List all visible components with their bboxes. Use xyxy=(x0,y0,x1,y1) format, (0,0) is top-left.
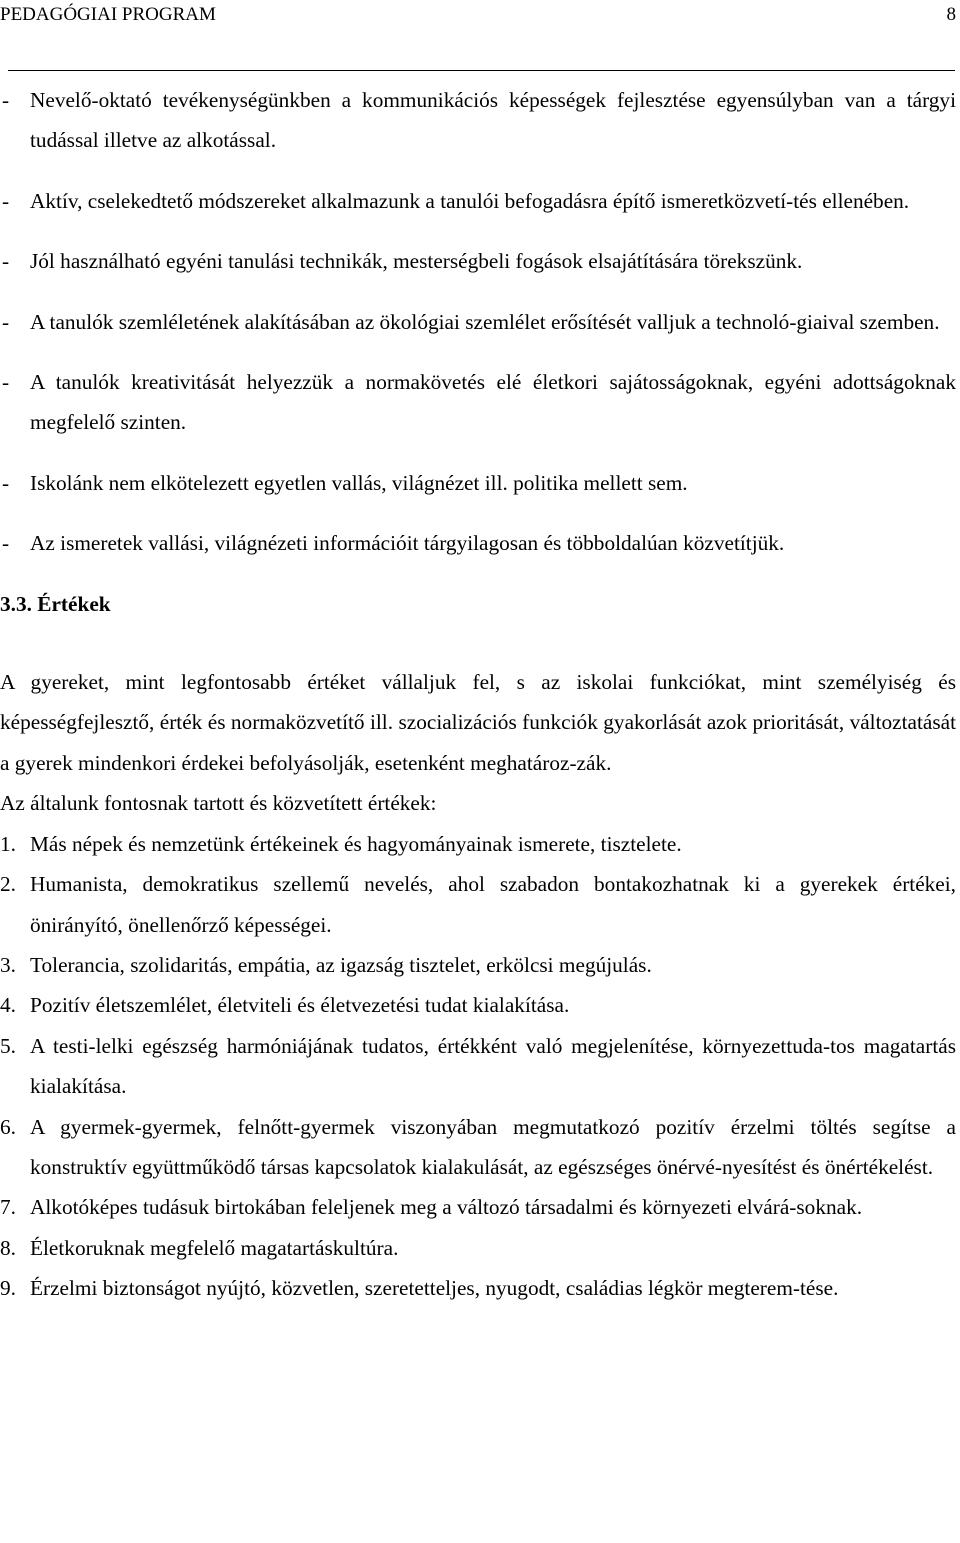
value-text: Tolerancia, szolidaritás, empátia, az igazság tisztelet, erkölcsi megújulás. xyxy=(30,952,652,977)
value-text: Alkotóképes tudásuk birtokában feleljenek meg a változó társadalmi és környezeti elvárá-soknak. xyxy=(30,1195,863,1220)
bullet-marker: - xyxy=(2,531,10,556)
value-text: Érzelmi biztonságot nyújtó, közvetlen, szeretetteljes, nyugodt, családias légkör megterem-tése. xyxy=(30,1276,839,1301)
bullet-marker: - xyxy=(2,309,10,334)
bullet-text: Jól használható egyéni tanulási technikák, mesterségbeli fogások elsajátítására törekszünk. xyxy=(30,249,803,274)
page-number: 8 xyxy=(946,4,956,25)
bullet-item xyxy=(0,80,956,161)
value-number: 8. xyxy=(0,1235,16,1260)
bullet-marker: - xyxy=(2,470,10,495)
bullet-text: Nevelő-oktató tevékenységünkben a kommunikációs képességek fejlesztése egyensúlyban van a tárgyi tudással illetve az alkotással. xyxy=(30,88,956,153)
values-intro: Az általunk fontosnak tartott és közvetített értékek: xyxy=(0,791,437,816)
value-item xyxy=(0,1107,956,1188)
value-item xyxy=(0,985,956,1025)
value-number: 3. xyxy=(0,952,16,977)
bullet-item xyxy=(0,362,956,443)
bullet-marker: - xyxy=(2,370,10,395)
bullet-item xyxy=(0,241,956,281)
bullet-marker: - xyxy=(2,188,10,213)
value-number: 2. xyxy=(0,872,16,897)
section-heading: 3.3. Értékek xyxy=(0,591,111,616)
value-text: Más népek és nemzetünk értékeinek és hagyományainak ismerete, tisztelete. xyxy=(30,831,682,856)
value-item xyxy=(0,1187,956,1227)
bullet-item xyxy=(0,302,956,342)
bullet-item xyxy=(0,181,956,221)
value-number: 7. xyxy=(0,1195,16,1220)
value-text: Életkoruknak megfelelő magatartáskultúra. xyxy=(30,1235,399,1260)
value-number: 6. xyxy=(0,1114,16,1139)
bullet-text: A tanulók kreativitását helyezzük a normakövetés elé életkori sajátosságoknak, egyéni adottságoknak megfelelő szinten. xyxy=(30,370,956,435)
value-text: Humanista, demokratikus szellemű nevelés, ahol szabadon bontakozhatnak ki a gyerekek értékei, önirányító, önellenőrző képességei. xyxy=(30,872,956,937)
bullet-marker: - xyxy=(2,88,10,112)
value-item xyxy=(0,1026,956,1107)
bullet-item xyxy=(0,523,956,563)
value-number: 5. xyxy=(0,1033,16,1058)
value-number: 4. xyxy=(0,993,16,1018)
value-item xyxy=(0,945,956,985)
section-paragraph: A gyereket, mint legfontosabb értéket vállaljuk fel, s az iskolai funkciókat, mint személyiség és képességfejlesztő, érték és normaközvetítő ill. szocializációs funkciók gyakorlását azok prioritását, változtatását a gyerek mindenkori érdekei befolyásolják, esetenként meghatároz-zák. xyxy=(0,670,956,775)
value-text: A testi-lelki egészség harmóniájának tudatos, értékként való megjelenítése, környezettuda-tos magatartás kialakítása. xyxy=(30,1033,956,1099)
value-item xyxy=(0,824,956,864)
bullet-text: A tanulók szemléletének alakításában az ökológiai szemlélet erősítését valljuk a technoló-giaival szemben. xyxy=(30,309,940,334)
header-title: PEDAGÓGIAI PROGRAM xyxy=(0,4,216,25)
value-number: 9. xyxy=(0,1276,16,1301)
bullet-item xyxy=(0,463,956,503)
value-item xyxy=(0,1228,956,1268)
value-text: Pozitív életszemlélet, életviteli és életvezetési tudat kialakítása. xyxy=(30,993,570,1018)
page-header xyxy=(0,4,956,28)
header-divider xyxy=(8,70,955,71)
value-number: 1. xyxy=(0,831,16,856)
bullet-marker: - xyxy=(2,249,10,274)
value-text: A gyermek-gyermek, felnőtt-gyermek viszonyában megmutatkozó pozitív érzelmi töltés segítse a konstruktív együttműködő társas kapcsolatok kialakulását, az egészséges önérvé-nyesítést és önértékelést. xyxy=(30,1114,956,1179)
bullet-text: Az ismeretek vallási, világnézeti információit tárgyilagosan és többoldalúan közvetítjük. xyxy=(30,531,785,556)
value-item xyxy=(0,1268,956,1308)
bullet-text: Aktív, cselekedtető módszereket alkalmazunk a tanulói befogadásra építő ismeretközvetí-tés ellenében. xyxy=(30,188,910,213)
value-item xyxy=(0,864,956,945)
bullet-text: Iskolánk nem elkötelezett egyetlen vallás, világnézet ill. politika mellett sem. xyxy=(30,470,688,495)
document-body xyxy=(0,80,956,1309)
